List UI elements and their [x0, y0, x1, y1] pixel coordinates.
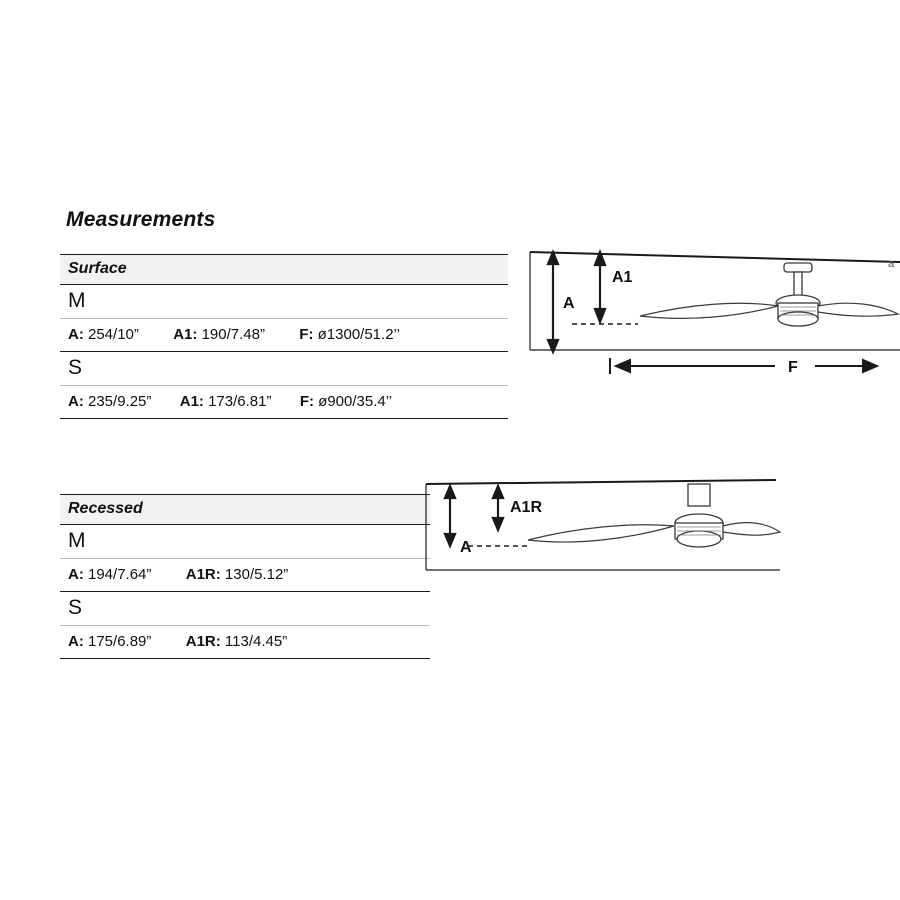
surface-s-f-value: ø900/35.4’’ — [318, 393, 393, 410]
surface-size-s-label: S — [60, 352, 508, 386]
surface-fan-diagram — [520, 246, 900, 386]
surface-table-header: Surface — [60, 254, 508, 285]
recessed-measurements-table — [60, 494, 430, 659]
recessed-s-a1r-value: 113/4.45” — [224, 633, 288, 650]
recessed-s-a-label: A: — [68, 633, 84, 650]
surface-s-a1-value: 173/6.81” — [208, 393, 272, 410]
recessed-s-a-value: 175/6.89” — [88, 633, 152, 650]
surface-s-a-label: A: — [68, 393, 84, 410]
recessed-fan-diagram — [420, 478, 800, 588]
recessed-s-a1r-label: A1R: — [185, 633, 221, 650]
surface-size-m-values — [60, 319, 508, 352]
recessed-size-m-label: M — [60, 525, 430, 559]
surface-m-a1-value: 190/7.48” — [201, 326, 265, 343]
recessed-label-a1r: A1R — [510, 499, 543, 516]
recessed-size-m-values — [60, 559, 430, 592]
page-edge-text-sliver: a — [888, 258, 895, 270]
recessed-label-a: A — [460, 539, 472, 556]
recessed-size-s-label: S — [60, 592, 430, 626]
recessed-table-header: Recessed — [60, 494, 430, 525]
surface-m-a-value: 254/10” — [88, 326, 139, 343]
recessed-m-a-label: A: — [68, 566, 84, 583]
surface-label-a1: A1 — [612, 269, 633, 286]
recessed-m-a1r-value: 130/5.12” — [224, 566, 289, 583]
surface-size-s-values — [60, 386, 508, 419]
recessed-size-s-values — [60, 626, 430, 659]
surface-s-a1-label: A1: — [179, 393, 204, 410]
surface-s-f-label: F: — [299, 393, 314, 410]
surface-measurements-table — [60, 254, 508, 419]
recessed-m-a1r-label: A1R: — [185, 566, 221, 583]
surface-size-m-label: M — [60, 285, 508, 319]
surface-m-f-value: ø1300/51.2’’ — [317, 326, 400, 343]
surface-s-a-value: 235/9.25” — [88, 393, 152, 410]
surface-label-f: F — [788, 359, 798, 376]
recessed-m-a-value: 194/7.64” — [88, 566, 152, 583]
surface-m-a1-label: A1: — [173, 326, 198, 343]
surface-m-f-label: F: — [299, 326, 314, 343]
page-title: Measurements — [66, 208, 216, 231]
surface-label-a: A — [563, 295, 575, 312]
surface-m-a-label: A: — [68, 326, 84, 343]
